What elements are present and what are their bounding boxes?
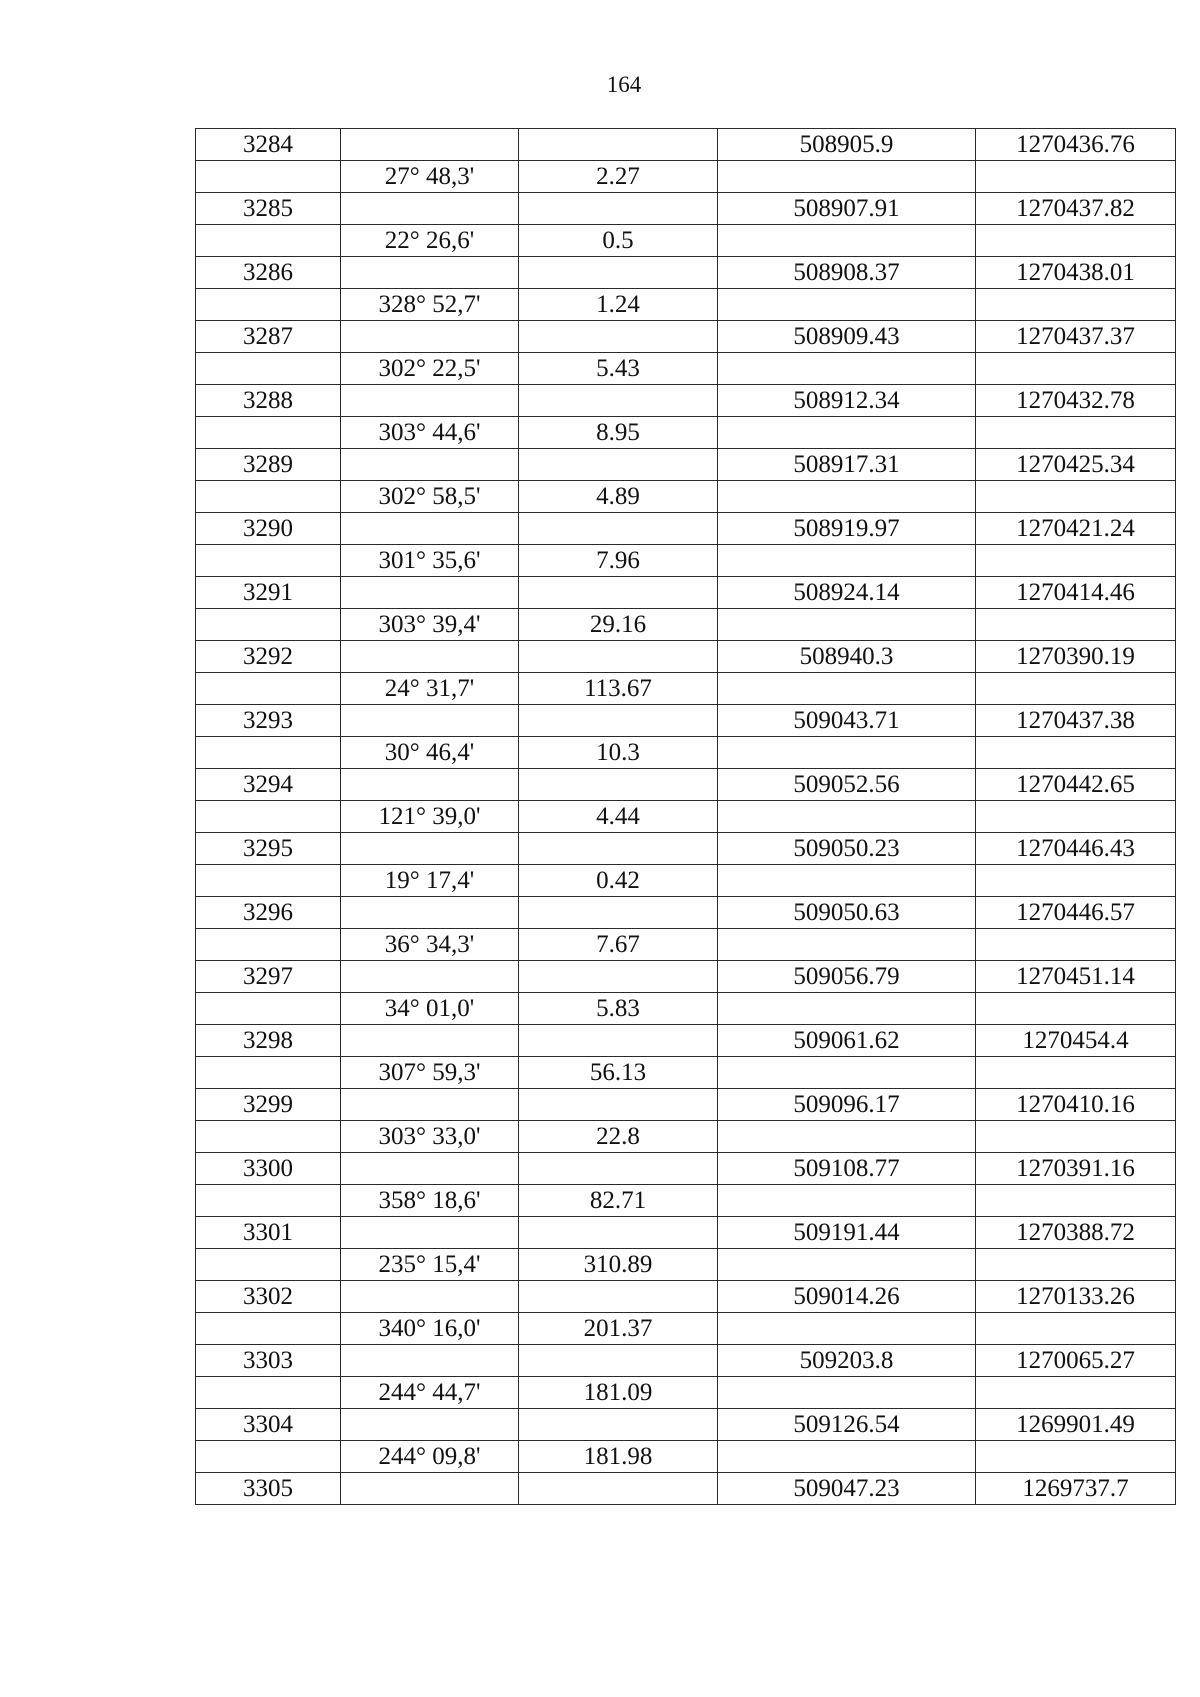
point-number-cell [196,865,341,897]
distance-cell: 0.42 [519,865,718,897]
x-coordinate-cell [718,161,976,193]
point-number-cell: 3292 [196,641,341,673]
x-coordinate-cell: 509096.17 [718,1089,976,1121]
table-row [196,1441,1176,1473]
x-coordinate-cell: 508924.14 [718,577,976,609]
y-coordinate-cell [976,865,1176,897]
table-row [196,129,1176,161]
point-number-cell: 3299 [196,1089,341,1121]
table-row [196,1089,1176,1121]
table-row [196,1281,1176,1313]
direction-angle-cell: 19° 17,4' [341,865,519,897]
table-row [196,257,1176,289]
distance-cell [519,577,718,609]
x-coordinate-cell: 509050.23 [718,833,976,865]
direction-angle-cell: 303° 39,4' [341,609,519,641]
y-coordinate-cell: 1270388.72 [976,1217,1176,1249]
y-coordinate-cell: 1270390.19 [976,641,1176,673]
x-coordinate-cell [718,609,976,641]
x-coordinate-cell [718,225,976,257]
y-coordinate-cell: 1269901.49 [976,1409,1176,1441]
table-row [196,1217,1176,1249]
direction-angle-cell: 121° 39,0' [341,801,519,833]
direction-angle-cell: 301° 35,6' [341,545,519,577]
y-coordinate-cell [976,1249,1176,1281]
y-coordinate-cell: 1270065.27 [976,1345,1176,1377]
direction-angle-cell [341,833,519,865]
point-number-cell: 3303 [196,1345,341,1377]
table-row [196,513,1176,545]
table-row [196,1025,1176,1057]
x-coordinate-cell: 509050.63 [718,897,976,929]
point-number-cell: 3300 [196,1153,341,1185]
y-coordinate-cell: 1270442.65 [976,769,1176,801]
direction-angle-cell: 303° 33,0' [341,1121,519,1153]
table-row [196,1121,1176,1153]
point-number-cell [196,161,341,193]
point-number-cell: 3287 [196,321,341,353]
x-coordinate-cell [718,353,976,385]
table-row [196,833,1176,865]
point-number-cell: 3293 [196,705,341,737]
x-coordinate-cell [718,865,976,897]
direction-angle-cell [341,193,519,225]
distance-cell [519,897,718,929]
direction-angle-cell [341,1345,519,1377]
distance-cell: 7.96 [519,545,718,577]
x-coordinate-cell: 509126.54 [718,1409,976,1441]
table-row [196,161,1176,193]
x-coordinate-cell [718,545,976,577]
point-number-cell [196,1057,341,1089]
x-coordinate-cell: 508909.43 [718,321,976,353]
x-coordinate-cell [718,673,976,705]
table-row [196,865,1176,897]
y-coordinate-cell: 1270425.34 [976,449,1176,481]
table-row [196,1377,1176,1409]
point-number-cell [196,1121,341,1153]
y-coordinate-cell [976,1185,1176,1217]
point-number-cell [196,417,341,449]
table-row [196,193,1176,225]
table-row [196,1153,1176,1185]
y-coordinate-cell: 1270414.46 [976,577,1176,609]
y-coordinate-cell: 1270437.82 [976,193,1176,225]
y-coordinate-cell: 1270437.38 [976,705,1176,737]
distance-cell: 0.5 [519,225,718,257]
y-coordinate-cell [976,1121,1176,1153]
x-coordinate-cell [718,929,976,961]
table-row [196,673,1176,705]
point-number-cell: 3284 [196,129,341,161]
page-number: 164 [606,72,642,97]
point-number-cell: 3286 [196,257,341,289]
point-number-cell [196,929,341,961]
y-coordinate-cell [976,1441,1176,1473]
distance-cell [519,1153,718,1185]
table-row [196,1473,1176,1505]
coordinates-table-body [196,129,1176,1505]
distance-cell: 5.83 [519,993,718,1025]
distance-cell [519,1089,718,1121]
distance-cell [519,1345,718,1377]
table-row [196,1409,1176,1441]
y-coordinate-cell: 1270410.16 [976,1089,1176,1121]
y-coordinate-cell [976,1057,1176,1089]
x-coordinate-cell [718,1313,976,1345]
y-coordinate-cell: 1270421.24 [976,513,1176,545]
x-coordinate-cell [718,481,976,513]
y-coordinate-cell: 1270437.37 [976,321,1176,353]
table-row [196,961,1176,993]
point-number-cell: 3296 [196,897,341,929]
table-row [196,705,1176,737]
point-number-cell [196,737,341,769]
distance-cell [519,321,718,353]
point-number-cell [196,545,341,577]
y-coordinate-cell [976,801,1176,833]
point-number-cell: 3291 [196,577,341,609]
x-coordinate-cell: 509052.56 [718,769,976,801]
table-row [196,1249,1176,1281]
point-number-cell: 3288 [196,385,341,417]
y-coordinate-cell: 1270438.01 [976,257,1176,289]
x-coordinate-cell: 509047.23 [718,1473,976,1505]
table-row [196,321,1176,353]
table-row [196,641,1176,673]
y-coordinate-cell: 1269737.7 [976,1473,1176,1505]
table-row [196,545,1176,577]
point-number-cell [196,609,341,641]
y-coordinate-cell [976,929,1176,961]
distance-cell: 310.89 [519,1249,718,1281]
direction-angle-cell [341,1217,519,1249]
direction-angle-cell [341,257,519,289]
table-row [196,929,1176,961]
table-row [196,1345,1176,1377]
direction-angle-cell [341,129,519,161]
point-number-cell [196,1377,341,1409]
point-number-cell: 3298 [196,1025,341,1057]
y-coordinate-cell: 1270391.16 [976,1153,1176,1185]
x-coordinate-cell: 509061.62 [718,1025,976,1057]
point-number-cell [196,1185,341,1217]
point-number-cell [196,673,341,705]
distance-cell [519,1025,718,1057]
point-number-cell: 3301 [196,1217,341,1249]
table-row [196,897,1176,929]
y-coordinate-cell: 1270451.14 [976,961,1176,993]
point-number-cell [196,1249,341,1281]
distance-cell [519,1473,718,1505]
direction-angle-cell: 303° 44,6' [341,417,519,449]
point-number-cell [196,481,341,513]
direction-angle-cell [341,449,519,481]
y-coordinate-cell: 1270446.57 [976,897,1176,929]
distance-cell: 7.67 [519,929,718,961]
table-row [196,1313,1176,1345]
table-row [196,385,1176,417]
direction-angle-cell: 244° 09,8' [341,1441,519,1473]
distance-cell: 1.24 [519,289,718,321]
direction-angle-cell: 340° 16,0' [341,1313,519,1345]
y-coordinate-cell [976,481,1176,513]
y-coordinate-cell: 1270436.76 [976,129,1176,161]
distance-cell: 113.67 [519,673,718,705]
point-number-cell: 3295 [196,833,341,865]
point-number-cell [196,353,341,385]
y-coordinate-cell [976,1377,1176,1409]
distance-cell [519,193,718,225]
distance-cell: 5.43 [519,353,718,385]
direction-angle-cell: 328° 52,7' [341,289,519,321]
table-row [196,609,1176,641]
x-coordinate-cell [718,1185,976,1217]
direction-angle-cell [341,1473,519,1505]
point-number-cell: 3305 [196,1473,341,1505]
x-coordinate-cell: 509191.44 [718,1217,976,1249]
direction-angle-cell: 358° 18,6' [341,1185,519,1217]
direction-angle-cell: 30° 46,4' [341,737,519,769]
coordinates-table [195,128,1176,1505]
point-number-cell [196,801,341,833]
y-coordinate-cell [976,1313,1176,1345]
distance-cell: 4.44 [519,801,718,833]
distance-cell [519,257,718,289]
x-coordinate-cell [718,417,976,449]
direction-angle-cell [341,1281,519,1313]
point-number-cell: 3294 [196,769,341,801]
y-coordinate-cell [976,353,1176,385]
x-coordinate-cell [718,1377,976,1409]
table-row [196,1185,1176,1217]
y-coordinate-cell [976,993,1176,1025]
distance-cell: 181.09 [519,1377,718,1409]
direction-angle-cell: 34° 01,0' [341,993,519,1025]
point-number-cell: 3289 [196,449,341,481]
y-coordinate-cell [976,673,1176,705]
direction-angle-cell [341,769,519,801]
table-row [196,577,1176,609]
point-number-cell [196,1313,341,1345]
direction-angle-cell: 302° 58,5' [341,481,519,513]
x-coordinate-cell: 508940.3 [718,641,976,673]
x-coordinate-cell: 509108.77 [718,1153,976,1185]
distance-cell [519,769,718,801]
x-coordinate-cell: 508917.31 [718,449,976,481]
distance-cell [519,513,718,545]
x-coordinate-cell: 509056.79 [718,961,976,993]
x-coordinate-cell [718,289,976,321]
x-coordinate-cell [718,1121,976,1153]
point-number-cell [196,993,341,1025]
point-number-cell: 3304 [196,1409,341,1441]
direction-angle-cell: 22° 26,6' [341,225,519,257]
table-row [196,289,1176,321]
x-coordinate-cell: 508912.34 [718,385,976,417]
direction-angle-cell: 244° 44,7' [341,1377,519,1409]
direction-angle-cell [341,577,519,609]
x-coordinate-cell: 508908.37 [718,257,976,289]
x-coordinate-cell [718,993,976,1025]
table-row [196,225,1176,257]
direction-angle-cell: 235° 15,4' [341,1249,519,1281]
table-row [196,481,1176,513]
distance-cell: 181.98 [519,1441,718,1473]
distance-cell [519,449,718,481]
direction-angle-cell [341,1409,519,1441]
x-coordinate-cell: 508905.9 [718,129,976,161]
y-coordinate-cell [976,737,1176,769]
distance-cell [519,1281,718,1313]
point-number-cell [196,289,341,321]
x-coordinate-cell: 508919.97 [718,513,976,545]
y-coordinate-cell: 1270454.4 [976,1025,1176,1057]
direction-angle-cell [341,385,519,417]
x-coordinate-cell: 509014.26 [718,1281,976,1313]
distance-cell: 82.71 [519,1185,718,1217]
direction-angle-cell [341,961,519,993]
y-coordinate-cell: 1270432.78 [976,385,1176,417]
distance-cell: 29.16 [519,609,718,641]
distance-cell: 56.13 [519,1057,718,1089]
x-coordinate-cell [718,1249,976,1281]
x-coordinate-cell [718,801,976,833]
point-number-cell [196,1441,341,1473]
direction-angle-cell [341,1089,519,1121]
table-row [196,769,1176,801]
distance-cell: 22.8 [519,1121,718,1153]
table-row [196,1057,1176,1089]
point-number-cell: 3290 [196,513,341,545]
distance-cell [519,705,718,737]
table-row [196,737,1176,769]
distance-cell [519,1409,718,1441]
distance-cell [519,641,718,673]
distance-cell [519,1217,718,1249]
y-coordinate-cell [976,225,1176,257]
y-coordinate-cell: 1270446.43 [976,833,1176,865]
distance-cell [519,961,718,993]
direction-angle-cell: 307° 59,3' [341,1057,519,1089]
point-number-cell: 3297 [196,961,341,993]
direction-angle-cell [341,641,519,673]
direction-angle-cell: 36° 34,3' [341,929,519,961]
direction-angle-cell [341,1153,519,1185]
distance-cell: 2.27 [519,161,718,193]
direction-angle-cell: 27° 48,3' [341,161,519,193]
distance-cell: 8.95 [519,417,718,449]
distance-cell: 10.3 [519,737,718,769]
y-coordinate-cell: 1270133.26 [976,1281,1176,1313]
table-row [196,353,1176,385]
direction-angle-cell: 24° 31,7' [341,673,519,705]
point-number-cell: 3285 [196,193,341,225]
x-coordinate-cell [718,737,976,769]
y-coordinate-cell [976,417,1176,449]
direction-angle-cell [341,513,519,545]
table-row [196,449,1176,481]
x-coordinate-cell: 509203.8 [718,1345,976,1377]
direction-angle-cell [341,321,519,353]
y-coordinate-cell [976,161,1176,193]
table-row [196,801,1176,833]
distance-cell: 201.37 [519,1313,718,1345]
point-number-cell [196,225,341,257]
y-coordinate-cell [976,609,1176,641]
direction-angle-cell [341,897,519,929]
table-row [196,993,1176,1025]
y-coordinate-cell [976,545,1176,577]
direction-angle-cell [341,705,519,737]
x-coordinate-cell: 508907.91 [718,193,976,225]
direction-angle-cell [341,1025,519,1057]
distance-cell [519,833,718,865]
y-coordinate-cell [976,289,1176,321]
direction-angle-cell: 302° 22,5' [341,353,519,385]
distance-cell [519,129,718,161]
x-coordinate-cell [718,1441,976,1473]
table-row [196,417,1176,449]
x-coordinate-cell [718,1057,976,1089]
distance-cell: 4.89 [519,481,718,513]
x-coordinate-cell: 509043.71 [718,705,976,737]
point-number-cell: 3302 [196,1281,341,1313]
distance-cell [519,385,718,417]
